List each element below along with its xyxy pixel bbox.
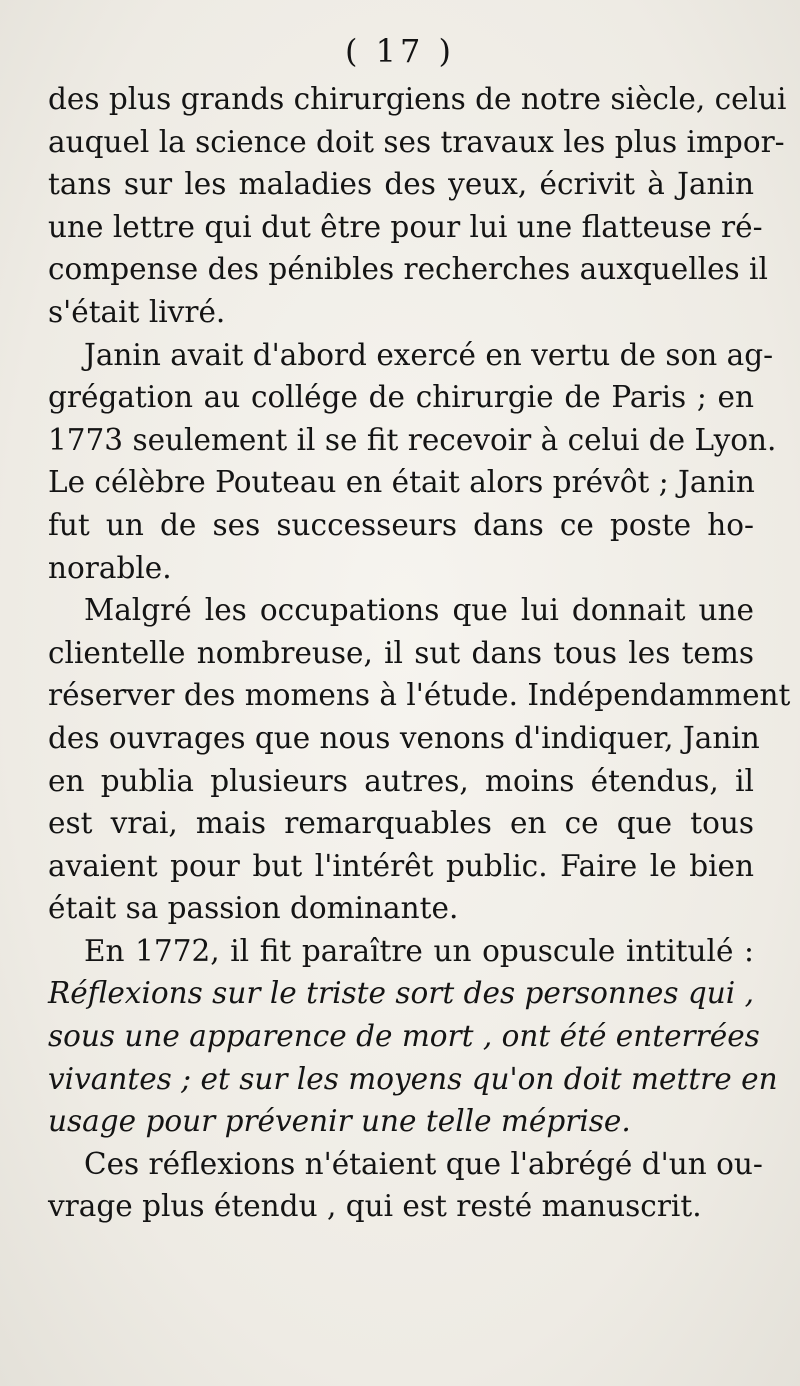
text-line: norable. [48,550,172,585]
paragraph [48,589,791,930]
text-line: réserver des momens à l'étude. Indépendamment [48,678,791,713]
text-line: une lettre qui dut être pour lui une flatteuse ré- [48,209,763,244]
text-line: vrage plus étendu , qui est resté manuscrit. [48,1189,702,1224]
title-line-italic: sous une apparence de mort , ont été enterrées [48,1019,760,1054]
paragraph [48,334,777,590]
text-line: Malgré les occupations que lui donnait une [84,593,754,628]
text-line: grégation au collége de chirurgie de Paris ; en [48,380,754,415]
text-line: des plus grands chirurgiens de notre siècle, celui [48,82,787,116]
text-line: 1773 seulement il se fit recevoir à celui de Lyon. [48,422,777,457]
text-line: Ces réflexions n'étaient que l'abrégé d'un ou- [84,1146,763,1181]
text-line: fut un de ses successeurs dans ce poste ho- [48,507,754,542]
title-line-italic: usage pour prévenir une telle méprise. [48,1104,631,1139]
body-text [48,78,791,1228]
text-line: était sa passion dominante. [48,891,459,926]
text-line: clientelle nombreuse, il sut dans tous les tems [48,635,754,670]
text-line: des ouvrages que nous venons d'indiquer, Janin [48,720,760,755]
text-line: Janin avait d'abord exercé en vertu de son ag- [84,337,774,372]
text-line: tans sur les maladies des yeux, écrivit à Janin [48,167,754,202]
text-line: avaient pour but l'intérêt public. Faire le bien [48,848,754,883]
paragraph [48,1143,763,1228]
text-line: Le célèbre Pouteau en était alors prévôt ; Janin [48,465,755,500]
title-line-italic: vivantes ; et sur les moyens qu'on doit mettre en [48,1061,778,1096]
page-number: ( 17 ) [344,32,456,70]
paragraph [48,78,787,334]
text-line: en publia plusieurs autres, moins étendus, il [48,763,754,798]
title-line-italic: Réflexions sur le triste sort des personnes qui , [48,976,754,1011]
text-line: auquel la science doit ses travaux les plus impor- [48,124,785,159]
text-line: est vrai, mais remarquables en ce que tous [48,806,754,841]
text-line: s'était livré. [48,294,226,329]
text-line: compense des pénibles recherches auxquelles il [48,252,768,287]
paragraph [48,930,778,1143]
text-line: En 1772, il fit paraître un opuscule intitulé : [84,933,754,968]
